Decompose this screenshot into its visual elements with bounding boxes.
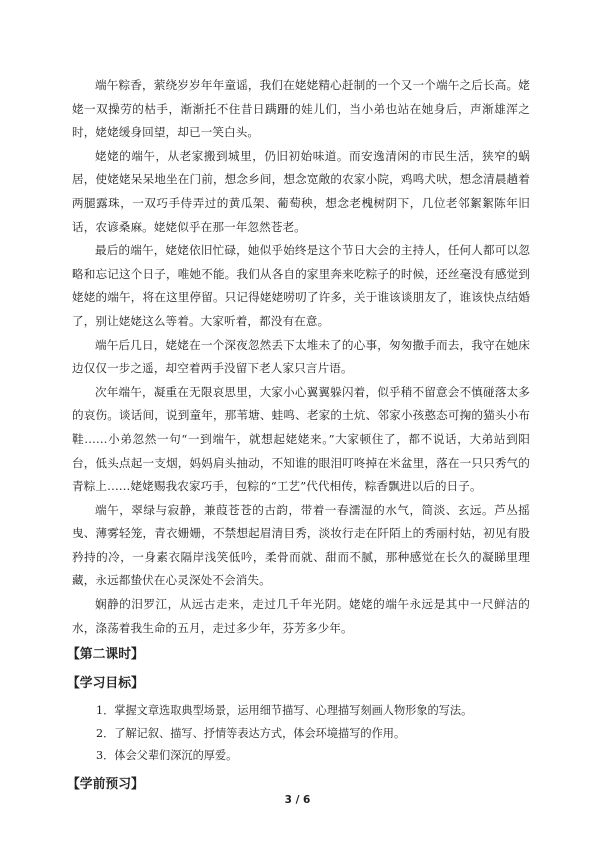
story-paragraph: 姥姥的端午，从老家搬到城里，仍旧初始味道。而安逸清闲的市民生活，狭窄的蜗居，使姥姥呆呆地坐在门前，想念乡间，想念宽敞的农家小院，鸡鸣犬吠，想念清晨趟着两腿露珠，一双巧手侍弄过的黄瓜架、葡萄秧，想念老槐树阴下，几位老邻絮絮陈年旧话，农谚桑麻。姥姥似乎在那一年忽然苍老。 [72,148,530,234]
story-paragraph: 端午粽香，萦绕岁岁年年童谣，我们在姥姥精心赶制的一个又一个端午之后长高。姥姥一双操劳的枯手，渐渐托不住昔日蹒跚的娃儿们，当小弟也站在她身后，声渐雄浑之时，姥姥缓身回望，却已一笑白头。 [72,78,530,140]
story-paragraph: 端午，翠绿与寂静，兼葭苍苍的古韵，带着一春濡湿的水气，简淡、玄远。芦丛摇曳、薄雾轻笼，青衣姗姗，不禁想起眉清目秀，淡妆行走在阡陌上的秀丽村姑，初见有股矜持的冷，一身素衣隔岸浅笑低吟，柔骨而就、甜而不腻，那种感觉在长久的凝睇里理藏，永远都蛰伏在心灵深处不会消失。 [72,502,530,588]
story-paragraph: 最后的端午，姥姥依旧忙碌，她似乎始终是这个节日大会的主持人，任何人都可以忽略和忘记这个日子，唯她不能。我们从各自的家里奔来吃粽子的时候，还丝毫没有感觉到姥姥的端午，将在这里停留。只记得姥姥唠叨了许多，关于谁该谈朋友了，谁该快点结婚了，别让姥姥这么等着。大家听着，都没有在意。 [72,243,530,328]
section-heading-lesson: 【第二课时】 [67,647,144,663]
section-heading-preview: 【学前预习】 [67,776,144,792]
page-number: 3 / 6 [284,794,311,806]
objective-item: 3．体会父辈们深沉的厚爱。 [96,749,238,763]
page-content [67,74,530,797]
objective-item: 1．掌握文章选取典型场景，运用细节描写、心理描写刻画人物形象的写法。 [96,704,473,718]
story-paragraph: 端午后几日，姥姥在一个深夜忽然丢下太堆未了的心事，匆匆撒手而去，我守在她床边仅仅一步之遥，却空着两手没留下老人家只言片语。 [72,337,530,376]
section-heading-objectives: 【学习目标】 [67,676,144,692]
story-paragraph: 次年端午，凝重在无限哀思里，大家小心翼翼躲闪着，似乎稍不留意会不慎碰落太多的哀伤。谈话间，说到童年，那苇塘、蛙鸣、老家的土炕、邻家小孩憨态可掬的猫头小布鞋……小弟忽然一句“一到端午，就想起姥姥来。”大家顿住了，都不说话，大弟站到阳台，低头点起一支烟，妈妈肩头抽动，不知谁的眼泪叮咚掉在米盆里，落在一只只秀气的青粽上……姥姥赐我农家巧手，包粽的“工艺”代代相传，粽香飘进以后的日子。 [72,384,530,494]
objective-item: 2．了解记叙、描写、抒情等表达方式，体会环境描写的作用。 [96,726,406,740]
objectives-list [72,700,530,768]
story-paragraph: 娴静的汨罗江，从远古走来，走过几千年光阴。姥姥的端午永远是其中一尺鲜洁的水，涤荡着我生命的五月，走过多少年，芬芳多少年。 [72,597,530,635]
